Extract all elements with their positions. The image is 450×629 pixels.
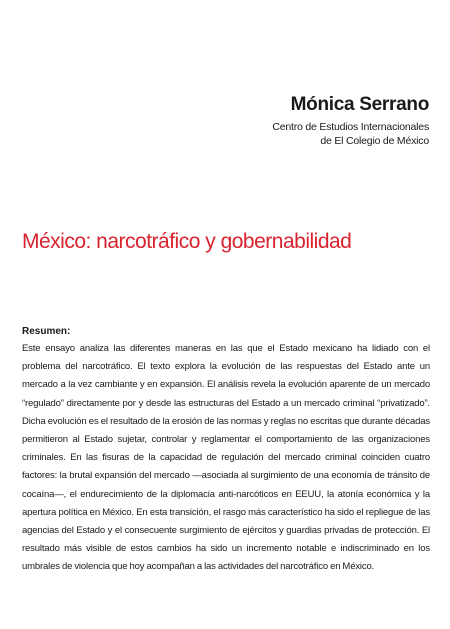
article-title: México: narcotráfico y gobernabilidad bbox=[22, 230, 352, 253]
affiliation-line-2: de El Colegio de México bbox=[320, 135, 429, 147]
author-block bbox=[272, 94, 429, 148]
author-name: Mónica Serrano bbox=[290, 94, 429, 115]
abstract-body: Este ensayo analiza las diferentes maneras en las que el Estado mexicano ha lidiado con el problema del narcotráfico. El texto explora la evolución de las respuestas del Estado ante un mercado a la vez cambiante y en expansión. El análisis revela la evolución aparente de un mercado “regulado” directamente por y desde las estructuras del Estado a un mercado criminal “privatizado”. Dicha evolución es el resultado de la erosión de las normas y reglas no escritas que durante décadas permitieron al Estado sujetar, controlar y reglamentar el comportamiento de las organizaciones criminales. En las fisuras de la capacidad de regulación del mercado criminal coinciden cuatro factores: la brutal expansión del mercado —asociada al surgimiento de una economía de tránsito de cocaína—, el endurecimiento de la diplomacia anti-narcóticos en EEUU, la atonía económica y la apertura política en México. En esta transición, el rasgo más característico ha sido el repliegue de las agencias del Estado y el consecuente surgimiento de ejércitos y guardias privadas de protección. El resultado más visible de estos cambios ha sido un incremento notable e indiscriminado en los umbrales de violencia que hoy acompañan a las actividades del narcotráfico en México. bbox=[22, 343, 430, 573]
abstract-heading: Resumen: bbox=[22, 326, 71, 337]
affiliation-line-1: Centro de Estudios Internacionales bbox=[272, 121, 429, 133]
abstract-section bbox=[22, 324, 430, 577]
